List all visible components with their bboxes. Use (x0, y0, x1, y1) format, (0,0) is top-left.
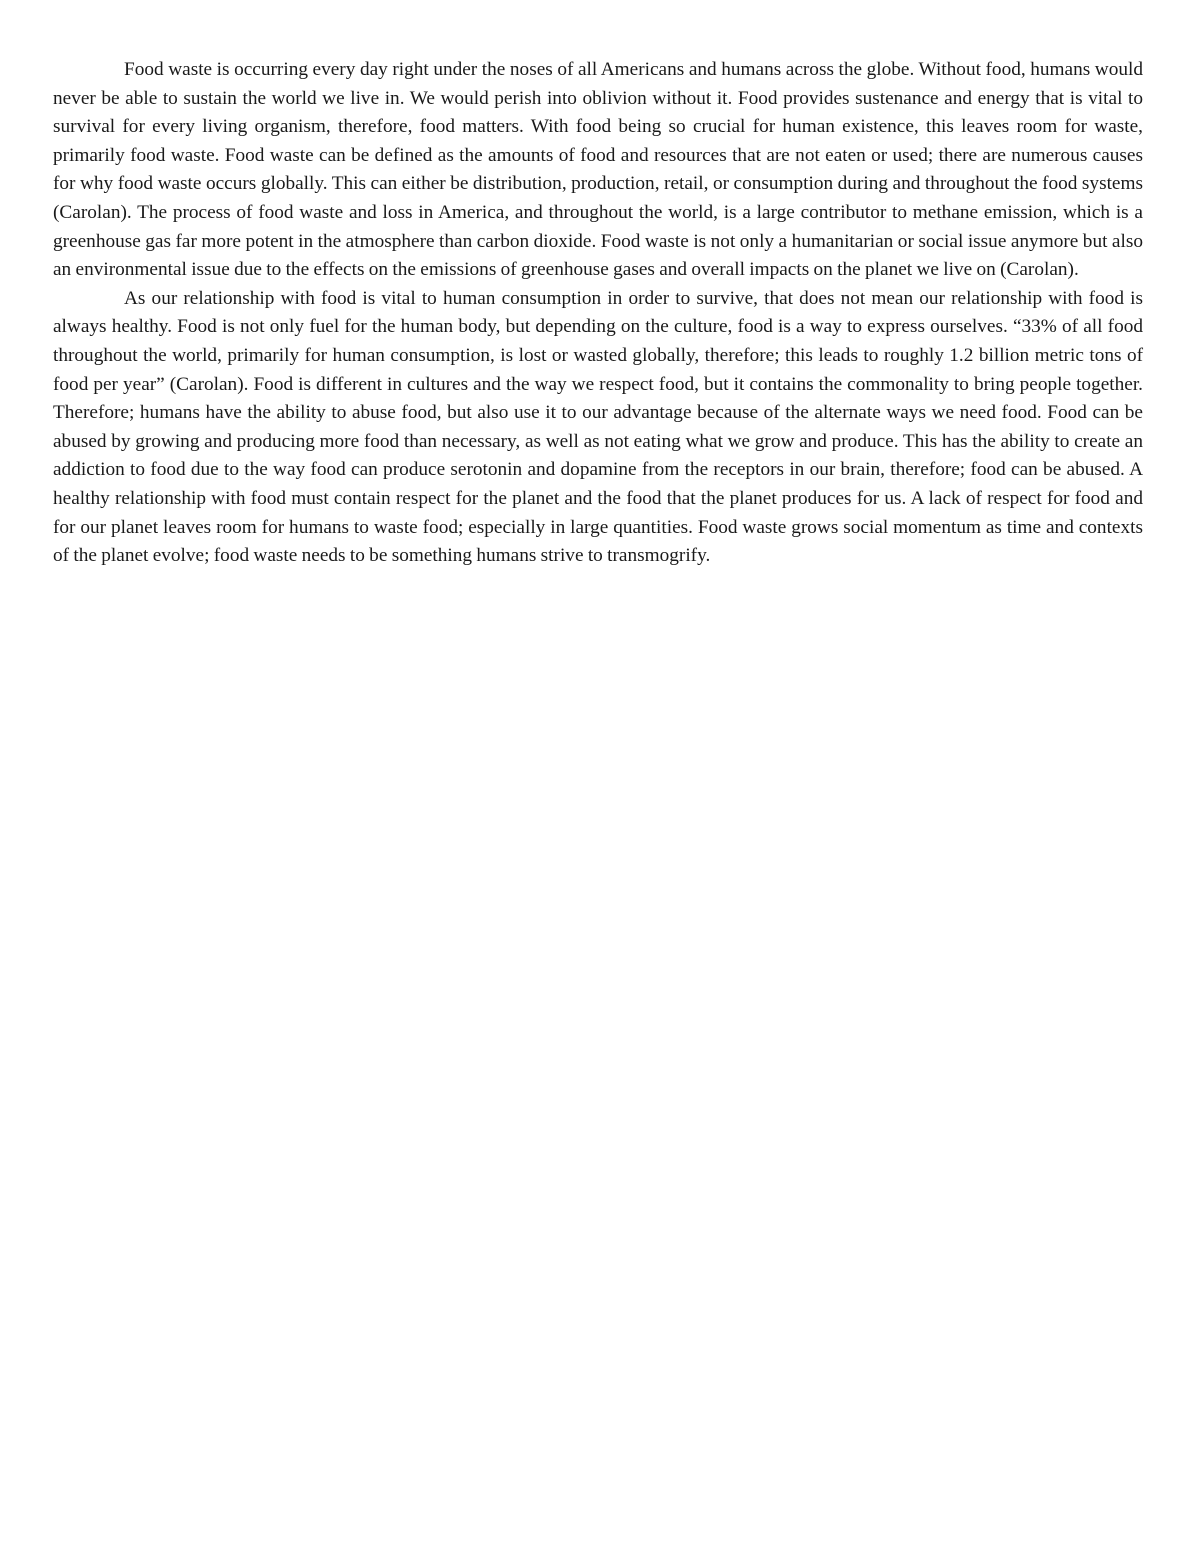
paragraph-1: Food waste is occurring every day right under the noses of all Americans and humans across the globe. Without food, humans would never be able to sustain the world we live in. We would perish into oblivion without it. Food provides sustenance and energy that is vital to survival for every living organism, therefore, food matters. With food being so crucial for human existence, this leaves room for waste, primarily food waste. Food waste can be defined as the amounts of food and resources that are not eaten or used; there are numerous causes for why food waste occurs globally. This can either be distribution, production, retail, or consumption during and throughout the food systems (Carolan). The process of food waste and loss in America, and throughout the world, is a large contributor to methane emission, which is a greenhouse gas far more potent in the atmosphere than carbon dioxide. Food waste is not only a humanitarian or social issue anymore but also an environmental issue due to the effects on the emissions of greenhouse gases and overall impacts on the planet we live on (Carolan). (53, 59, 1143, 281)
document-body (53, 56, 1143, 571)
paragraph-2: As our relationship with food is vital to human consumption in order to survive, that does not mean our relationship with food is always healthy. Food is not only fuel for the human body, but depending on the culture, food is a way to express ourselves. “33% of all food throughout the world, primarily for human consumption, is lost or wasted globally, therefore; this leads to roughly 1.2 billion metric tons of food per year” (Carolan). Food is different in cultures and the way we respect food, but it contains the commonality to bring people together. Therefore; humans have the ability to abuse food, but also use it to our advantage because of the alternate ways we need food. Food can be abused by growing and producing more food than necessary, as well as not eating what we grow and produce. This has the ability to create an addiction to food due to the way food can produce serotonin and dopamine from the receptors in our brain, therefore; food can be abused. A healthy relationship with food must contain respect for the planet and the food that the planet produces for us. A lack of respect for food and for our planet leaves room for humans to waste food; especially in large quantities. Food waste grows social momentum as time and contexts of the planet evolve; food waste needs to be something humans strive to transmogrify. (53, 287, 1143, 567)
